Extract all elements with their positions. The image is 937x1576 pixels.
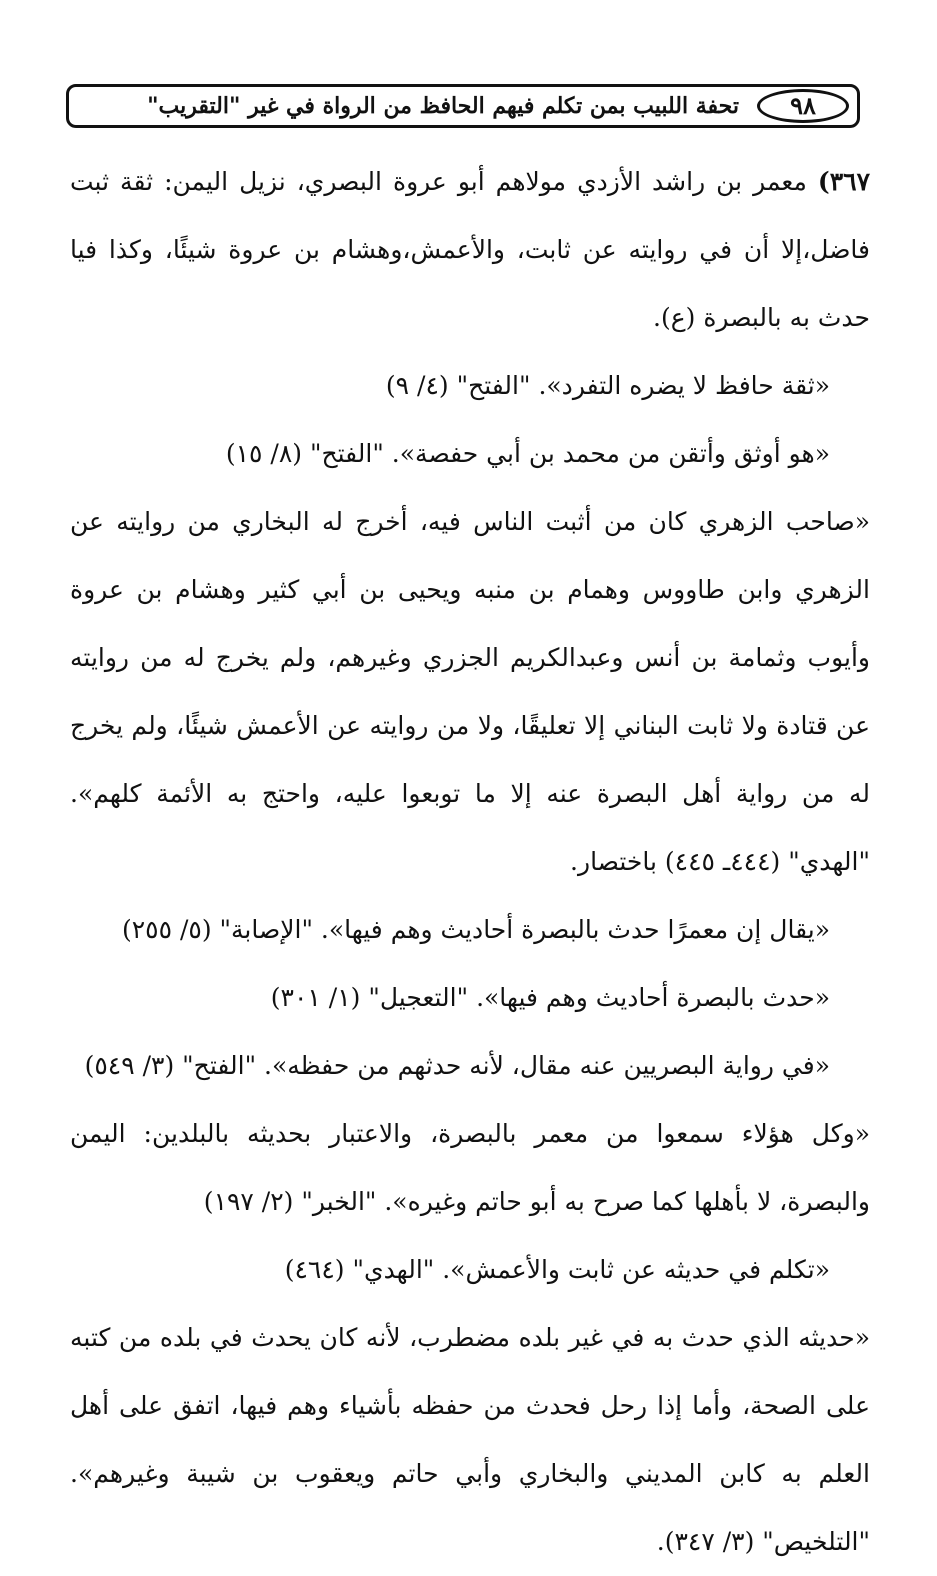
quote-7: «وكل هؤلاء سمعوا من معمر بالبصرة، والاعتبار بحديثه بالبلدين: اليمن والبصرة، لا بأهلها كما صرح به أبو حاتم وغيره». "الخبر" (٢/ ١٩٧) — [70, 1119, 870, 1216]
quote-4: «يقال إن معمرًا حدث بالبصرة أحاديث وهم فيها». "الإصابة" (٥/ ٢٥٥) — [121, 915, 830, 944]
page-number-badge — [757, 89, 849, 123]
quote-9: «حديثه الذي حدث به في غير بلده مضطرب، لأنه كان يحدث في بلده من كتبه على الصحة، وأما إذا رحل فحدث من حفظه بأشياء وهم فيها، اتفق على أهل العلم به كابن المديني والبخاري وأبي حاتم ويعقوب بن شيبة وغيرهم». "التلخيص" (٣/ ٣٤٧). — [70, 1323, 870, 1556]
quote-6: «في رواية البصريين عنه مقال، لأنه حدثهم من حفظه». "الفتح" (٣/ ٥٤٩) — [84, 1051, 830, 1080]
page-body — [70, 148, 870, 1576]
quote-3: «صاحب الزهري كان من أثبت الناس فيه، أخرج له البخاري من روايته عن الزهري وابن طاووس وهمام بن منبه ويحيى بن أبي كثير وهشام بن عروة وأيوب وثمامة بن أنس وعبدالكريم الجزري وغيرهم، ولم يخرج له من روايته عن قتادة ولا ثابت البناني إلا تعليقًا، ولا من روايته عن الأعمش شيئًا، ولم يخرج له من رواية أهل البصرة عنه إلا ما توبعوا عليه، واحتج به الأئمة كلهم». "الهدي" (٤٤٤ـ ٤٤٥) باختصار. — [70, 507, 870, 876]
quote-1: «ثقة حافظ لا يضره التفرد». "الفتح" (٤/ ٩) — [385, 371, 830, 400]
quote-5: «حدث بالبصرة أحاديث وهم فيها». "التعجيل" (١/ ٣٠١) — [270, 983, 830, 1012]
quote-2: «هو أوثق وأتقن من محمد بن أبي حفصة». "الفتح" (٨/ ١٥) — [225, 439, 830, 468]
entry-text: معمر بن راشد الأزدي مولاهم أبو عروة البصري، نزيل اليمن: ثقة ثبت فاضل،إلا أن في روايته عن ثابت، والأعمش،وهشام بن عروة شيئًا، وكذا فيا حدث به بالبصرة (ع). — [70, 167, 870, 332]
quote-8: «تكلم في حديثه عن ثابت والأعمش». "الهدي" (٤٦٤) — [284, 1255, 830, 1284]
entry-number: ٣٦٧) — [817, 167, 871, 196]
page-number: ٩٨ — [790, 91, 816, 120]
book-title: تحفة اللبيب بمن تكلم فيهم الحافظ من الرواة في غير "التقريب" — [147, 93, 739, 119]
running-header — [66, 84, 860, 128]
narrator-entry — [70, 148, 870, 352]
